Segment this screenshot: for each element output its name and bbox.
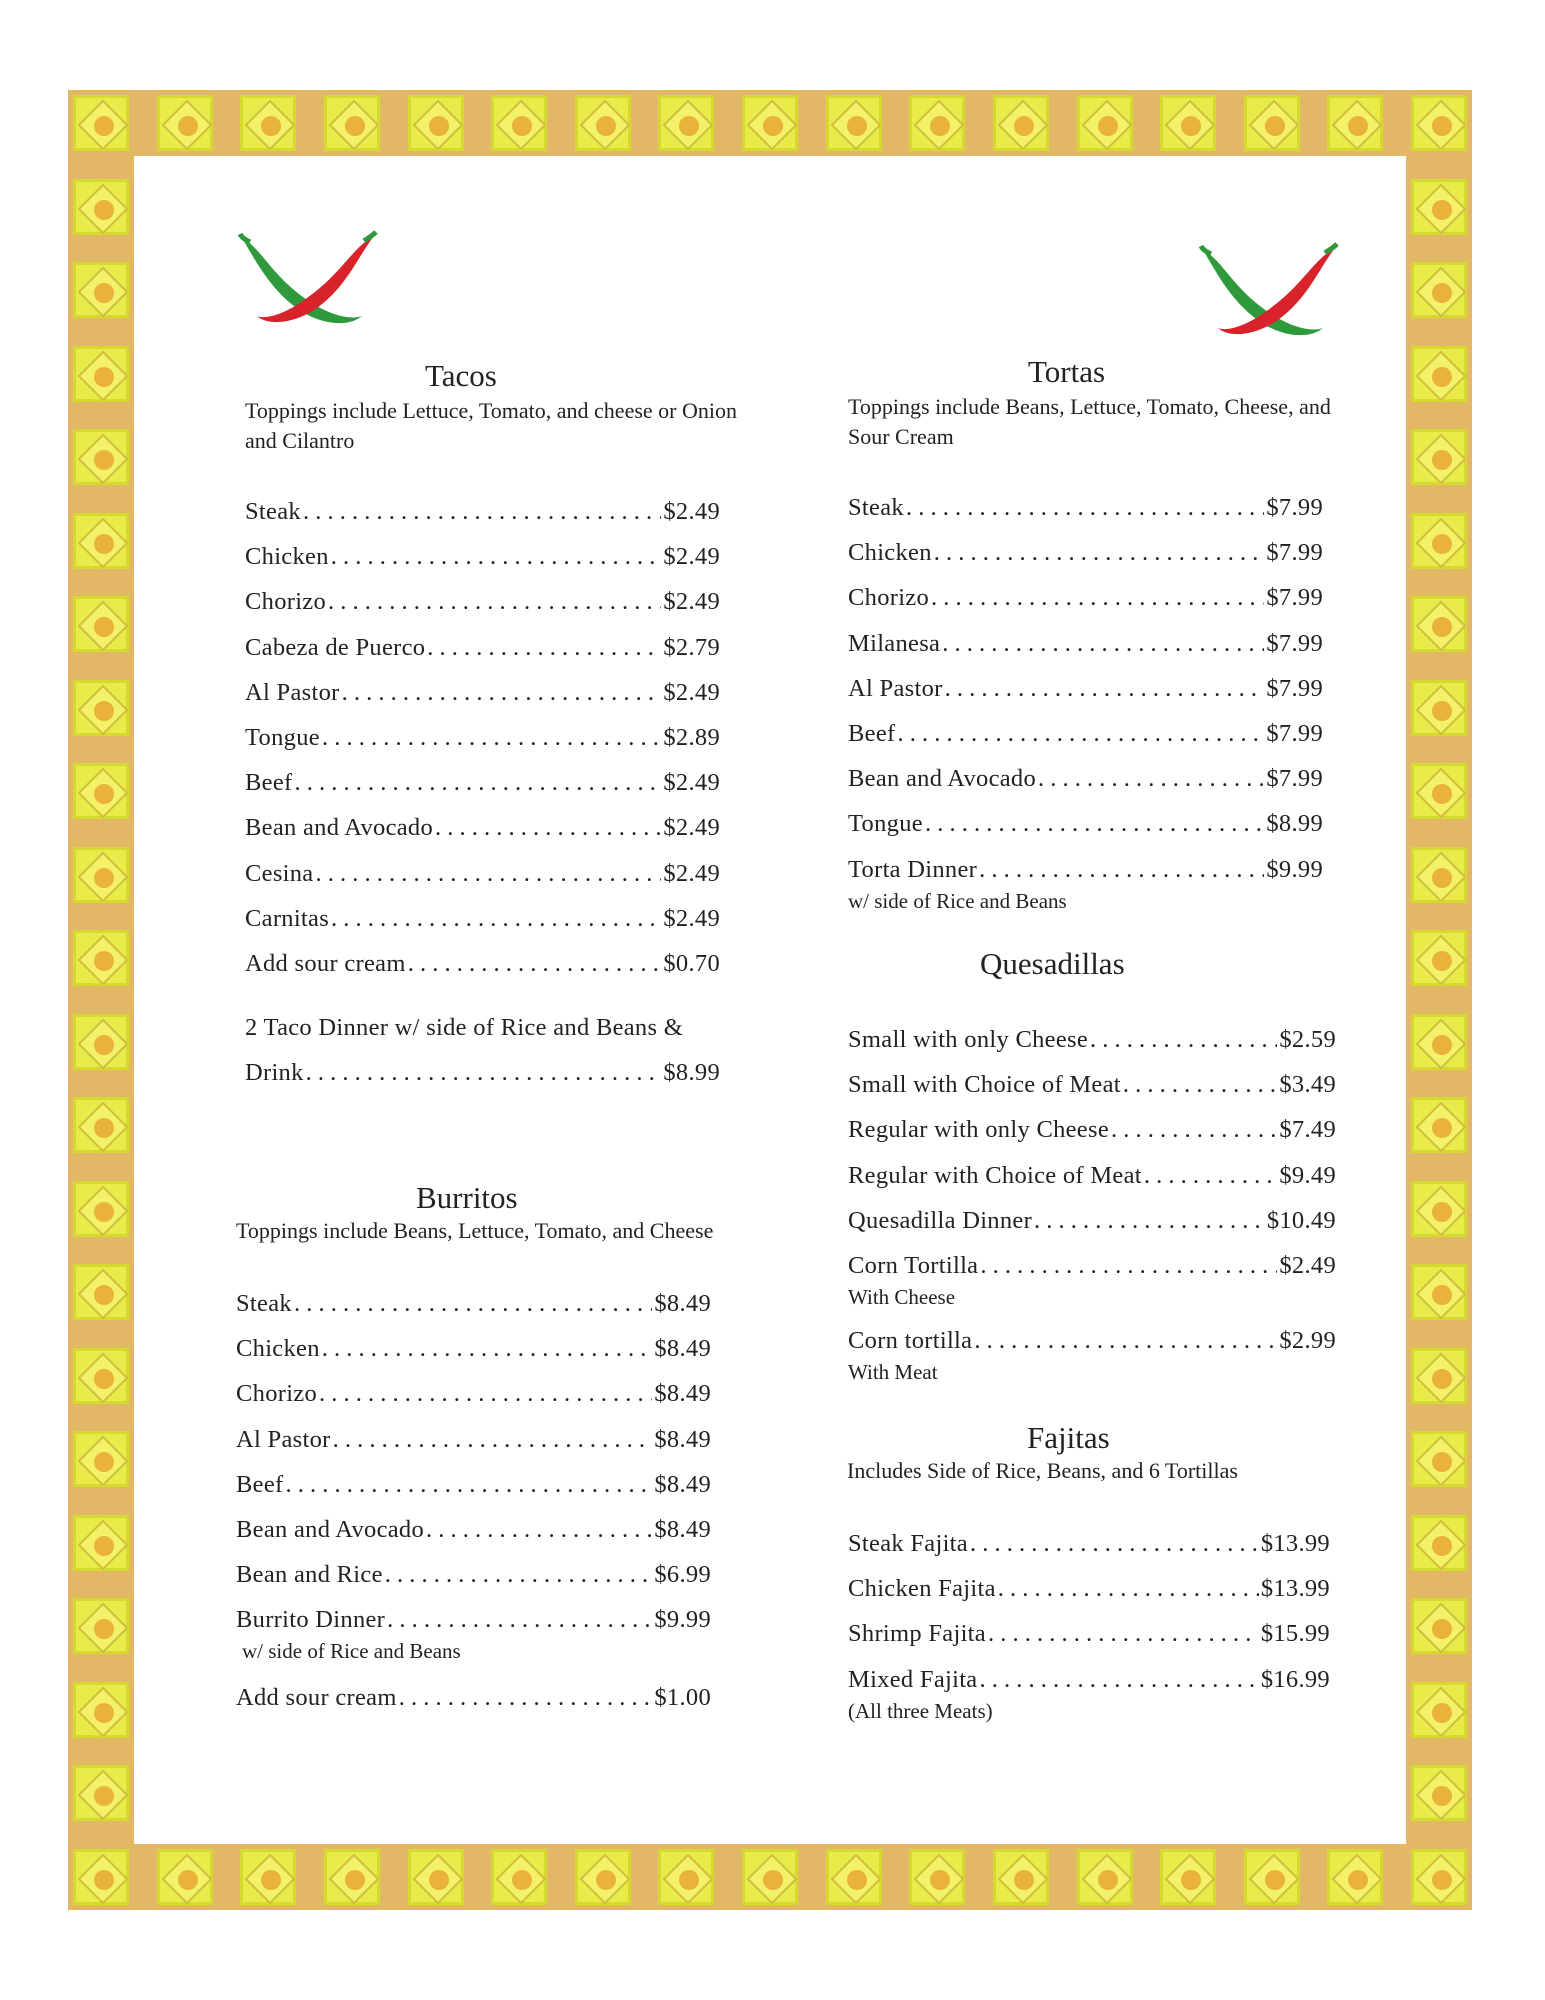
item-price: $10.49 <box>1266 1206 1336 1234</box>
border-tile <box>73 930 129 986</box>
item-price: $2.49 <box>663 814 720 842</box>
item-price: $2.49 <box>1279 1252 1336 1279</box>
item-name: Shrimp Fajita <box>848 1620 986 1648</box>
item-name: Chorizo <box>245 588 327 616</box>
item-price: $7.99 <box>1266 539 1323 567</box>
menu-item <box>236 1471 711 1499</box>
item-price: $2.79 <box>663 633 720 661</box>
item-name: Cesina <box>245 859 314 887</box>
border-tile <box>1411 429 1467 485</box>
item-price: $7.99 <box>1266 584 1323 612</box>
menu-item <box>848 1207 1336 1235</box>
border-tile <box>1160 95 1216 151</box>
burritos-note: Toppings include Beans, Lettuce, Tomato, and Cheese <box>236 1218 714 1243</box>
border-tile <box>73 1097 129 1153</box>
menu-item <box>236 1290 711 1318</box>
border-tile <box>1411 1849 1467 1905</box>
menu-item <box>848 765 1323 793</box>
menu-item <box>245 724 720 752</box>
border-tile <box>73 763 129 819</box>
item-name: Al Pastor <box>236 1425 331 1453</box>
item-name: Add sour cream <box>245 950 406 977</box>
item-name: Burrito Dinner <box>236 1606 386 1634</box>
menu-item <box>236 1380 711 1408</box>
item-price: $8.49 <box>654 1425 711 1453</box>
border-tile <box>1244 95 1300 151</box>
item-subtitle: With Meat <box>848 1360 938 1385</box>
item-name: Bean and Rice <box>236 1561 383 1589</box>
menu-item <box>848 1026 1336 1054</box>
taco-dinner-item: Drink . . . $8.99 <box>245 1059 720 1087</box>
menu-item <box>848 630 1323 658</box>
border-tile <box>73 680 129 736</box>
border-tile <box>73 1348 129 1404</box>
item-name: Regular with Choice of Meat <box>848 1161 1142 1189</box>
border-tile <box>324 95 380 151</box>
border-tile <box>1411 847 1467 903</box>
border-tile <box>575 95 631 151</box>
item-price: $13.99 <box>1260 1530 1330 1557</box>
item-price: $9.99 <box>1266 855 1323 883</box>
item-name: Steak <box>236 1290 292 1317</box>
item-name: Chicken <box>236 1335 320 1363</box>
menu-item <box>245 905 720 933</box>
border-tile <box>408 95 464 151</box>
border-tile <box>1411 763 1467 819</box>
border-tile <box>1077 95 1133 151</box>
menu-item <box>236 1684 711 1712</box>
item-name: Small with Choice of Meat <box>848 1071 1121 1099</box>
menu-item <box>245 498 720 526</box>
item-price: $8.49 <box>654 1335 711 1363</box>
menu-item <box>848 1162 1336 1190</box>
border-tile <box>1077 1849 1133 1905</box>
border-tile <box>73 1264 129 1320</box>
border-tile <box>1411 179 1467 235</box>
border-tile <box>575 1849 631 1905</box>
menu-item <box>245 769 720 797</box>
section-title-fajitas: Fajitas <box>1027 1420 1110 1455</box>
menu-item <box>236 1561 711 1589</box>
chili-peppers-icon <box>232 228 382 338</box>
menu-item <box>245 950 720 978</box>
item-price: $7.99 <box>1266 765 1323 793</box>
border-tile <box>157 95 213 151</box>
item-price: $15.99 <box>1260 1620 1330 1648</box>
item-name: Steak <box>245 498 301 525</box>
item-name: Add sour cream <box>236 1683 397 1711</box>
border-tile <box>73 262 129 318</box>
item-name: Regular with only Cheese <box>848 1116 1109 1144</box>
item-name: Small with only Cheese <box>848 1026 1089 1053</box>
item-name: Chicken Fajita <box>848 1575 996 1603</box>
border-tile <box>1411 1598 1467 1654</box>
border-tile <box>1411 1765 1467 1821</box>
item-price: $2.99 <box>1279 1327 1336 1355</box>
item-name: Beef <box>848 720 896 747</box>
item-name: Bean and Avocado <box>848 765 1037 793</box>
border-tile <box>73 1598 129 1654</box>
item-price: $8.99 <box>1266 810 1323 838</box>
border-tile <box>491 1849 547 1905</box>
border-tile <box>324 1849 380 1905</box>
item-name: Chicken <box>245 543 329 571</box>
item-price: $2.49 <box>663 678 720 706</box>
border-tile <box>491 95 547 151</box>
item-subtitle: (All three Meats) <box>848 1698 993 1723</box>
border-tile <box>1411 95 1467 151</box>
border-tile <box>73 1431 129 1487</box>
border-tile <box>73 596 129 652</box>
border-tile <box>73 1765 129 1821</box>
border-tile <box>240 1849 296 1905</box>
item-name: Tongue <box>848 810 923 838</box>
menu-item <box>236 1335 711 1363</box>
menu-item <box>245 543 720 571</box>
item-price: $7.99 <box>1266 720 1323 747</box>
border-tile <box>1244 1849 1300 1905</box>
item-name: Chicken <box>848 539 932 567</box>
item-price: $8.49 <box>654 1380 711 1408</box>
border-tile <box>1411 1181 1467 1237</box>
menu-item <box>848 720 1323 748</box>
border-tile <box>993 1849 1049 1905</box>
border-tile <box>1411 930 1467 986</box>
item-price: $7.99 <box>1266 674 1323 702</box>
item-price: $16.99 <box>1260 1665 1330 1693</box>
item-price: $2.89 <box>663 724 720 751</box>
border-tile <box>73 1682 129 1738</box>
menu-item <box>848 1666 1330 1694</box>
item-name: Steak <box>848 494 904 521</box>
item-name: Steak Fajita <box>848 1530 968 1557</box>
border-tile <box>73 346 129 402</box>
item-name: Corn tortilla <box>848 1327 973 1355</box>
border-tile <box>1411 1515 1467 1571</box>
menu-item <box>848 1252 1336 1280</box>
item-name: Tongue <box>245 724 320 751</box>
section-title-tacos: Tacos <box>425 358 497 393</box>
border-tile <box>1411 1264 1467 1320</box>
border-tile <box>1411 1682 1467 1738</box>
section-title-tortas: Tortas <box>1028 354 1106 389</box>
border-tile <box>1327 1849 1383 1905</box>
item-name: Corn Tortilla <box>848 1252 979 1279</box>
item-name: Chorizo <box>848 584 930 612</box>
menu-item <box>848 1620 1330 1648</box>
border-tile <box>1411 346 1467 402</box>
item-price: $7.99 <box>1266 629 1323 657</box>
item-price: $2.59 <box>1279 1026 1336 1053</box>
menu-item <box>848 494 1323 522</box>
menu-item <box>848 1327 1336 1355</box>
menu-item <box>848 1071 1336 1099</box>
item-price: $2.49 <box>663 859 720 887</box>
fajitas-note: Includes Side of Rice, Beans, and 6 Tortillas <box>847 1458 1238 1483</box>
border-tile <box>1160 1849 1216 1905</box>
menu-item <box>245 634 720 662</box>
tortas-note: Toppings include Beans, Lettuce, Tomato, Cheese, and Sour Cream <box>848 394 1331 449</box>
menu-item <box>848 1530 1330 1558</box>
border-tile <box>73 847 129 903</box>
border-tile <box>157 1849 213 1905</box>
item-price: $2.49 <box>663 588 720 616</box>
item-name: Chorizo <box>236 1380 318 1408</box>
border-tile <box>1411 680 1467 736</box>
border-tile <box>742 95 798 151</box>
item-price: $9.99 <box>654 1606 711 1634</box>
border-tile <box>1411 1348 1467 1404</box>
menu-item <box>236 1516 711 1544</box>
border-tile <box>993 95 1049 151</box>
item-price: $2.49 <box>663 769 720 797</box>
item-name: Carnitas <box>245 904 330 932</box>
item-price: $1.00 <box>654 1683 711 1711</box>
item-name: Bean and Avocado <box>245 814 434 842</box>
border-tile <box>73 1181 129 1237</box>
border-tile <box>1411 262 1467 318</box>
menu-item <box>245 814 720 842</box>
border-tile <box>240 95 296 151</box>
border-tile <box>73 95 129 151</box>
border-tile <box>73 513 129 569</box>
menu-item <box>236 1426 711 1454</box>
border-tile <box>658 1849 714 1905</box>
border-tile <box>73 179 129 235</box>
border-tile <box>1327 95 1383 151</box>
item-price: $13.99 <box>1260 1575 1330 1603</box>
item-price: $6.99 <box>654 1561 711 1589</box>
border-tile <box>658 95 714 151</box>
item-price: $0.70 <box>663 950 720 977</box>
border-tile <box>1411 596 1467 652</box>
item-price: $9.49 <box>1279 1161 1336 1189</box>
menu-item <box>848 856 1323 884</box>
menu-item <box>245 588 720 616</box>
item-price: $7.49 <box>1279 1116 1336 1144</box>
menu-item <box>848 539 1323 567</box>
item-price: $8.49 <box>654 1470 711 1498</box>
item-name: Cabeza de Puerco <box>245 633 426 661</box>
border-tile <box>1411 1097 1467 1153</box>
item-subtitle: w/ side of Rice and Beans <box>848 888 1067 913</box>
border-tile <box>742 1849 798 1905</box>
section-title-burritos: Burritos <box>416 1180 518 1215</box>
item-price: $3.49 <box>1279 1071 1336 1099</box>
border-tile <box>73 1515 129 1571</box>
border-tile <box>73 1849 129 1905</box>
border-tile <box>909 95 965 151</box>
border-tile <box>73 1014 129 1070</box>
item-name: Mixed Fajita <box>848 1665 978 1693</box>
tacos-note: Toppings include Lettuce, Tomato, and cheese or Onion and Cilantro <box>245 398 737 453</box>
menu-item <box>245 860 720 888</box>
menu-item <box>848 810 1323 838</box>
item-name: Torta Dinner <box>848 855 978 883</box>
item-price: $2.49 <box>663 904 720 932</box>
menu-item <box>236 1606 711 1634</box>
item-name: Al Pastor <box>848 674 943 702</box>
chili-peppers-icon <box>1193 240 1343 350</box>
item-name: Beef <box>236 1470 284 1498</box>
border-tile <box>1411 513 1467 569</box>
section-title-quesadillas: Quesadillas <box>980 946 1125 981</box>
item-name: Quesadilla Dinner <box>848 1206 1033 1234</box>
item-name: Milanesa <box>848 629 941 657</box>
border-tile <box>408 1849 464 1905</box>
item-subtitle: With Cheese <box>848 1285 956 1309</box>
item-name: Beef <box>245 769 293 797</box>
border-tile <box>1411 1431 1467 1487</box>
border-tile <box>73 429 129 485</box>
item-name: Bean and Avocado <box>236 1516 425 1543</box>
menu-item <box>848 584 1323 612</box>
menu-item <box>245 679 720 707</box>
item-name: Al Pastor <box>245 678 340 706</box>
border-tile <box>909 1849 965 1905</box>
item-price: $8.49 <box>654 1516 711 1543</box>
taco-dinner-line: 2 Taco Dinner w/ side of Rice and Beans & <box>245 1014 684 1041</box>
item-price: $2.49 <box>663 543 720 571</box>
border-tile <box>826 1849 882 1905</box>
item-price: $7.99 <box>1266 494 1323 521</box>
item-subtitle: w/ side of Rice and Beans <box>242 1639 461 1664</box>
menu-item <box>848 675 1323 703</box>
border-tile <box>826 95 882 151</box>
border-tile <box>1411 1014 1467 1070</box>
item-price: $8.49 <box>654 1290 711 1317</box>
menu-item <box>848 1116 1336 1144</box>
menu-item <box>848 1575 1330 1603</box>
item-price: $2.49 <box>663 498 720 525</box>
